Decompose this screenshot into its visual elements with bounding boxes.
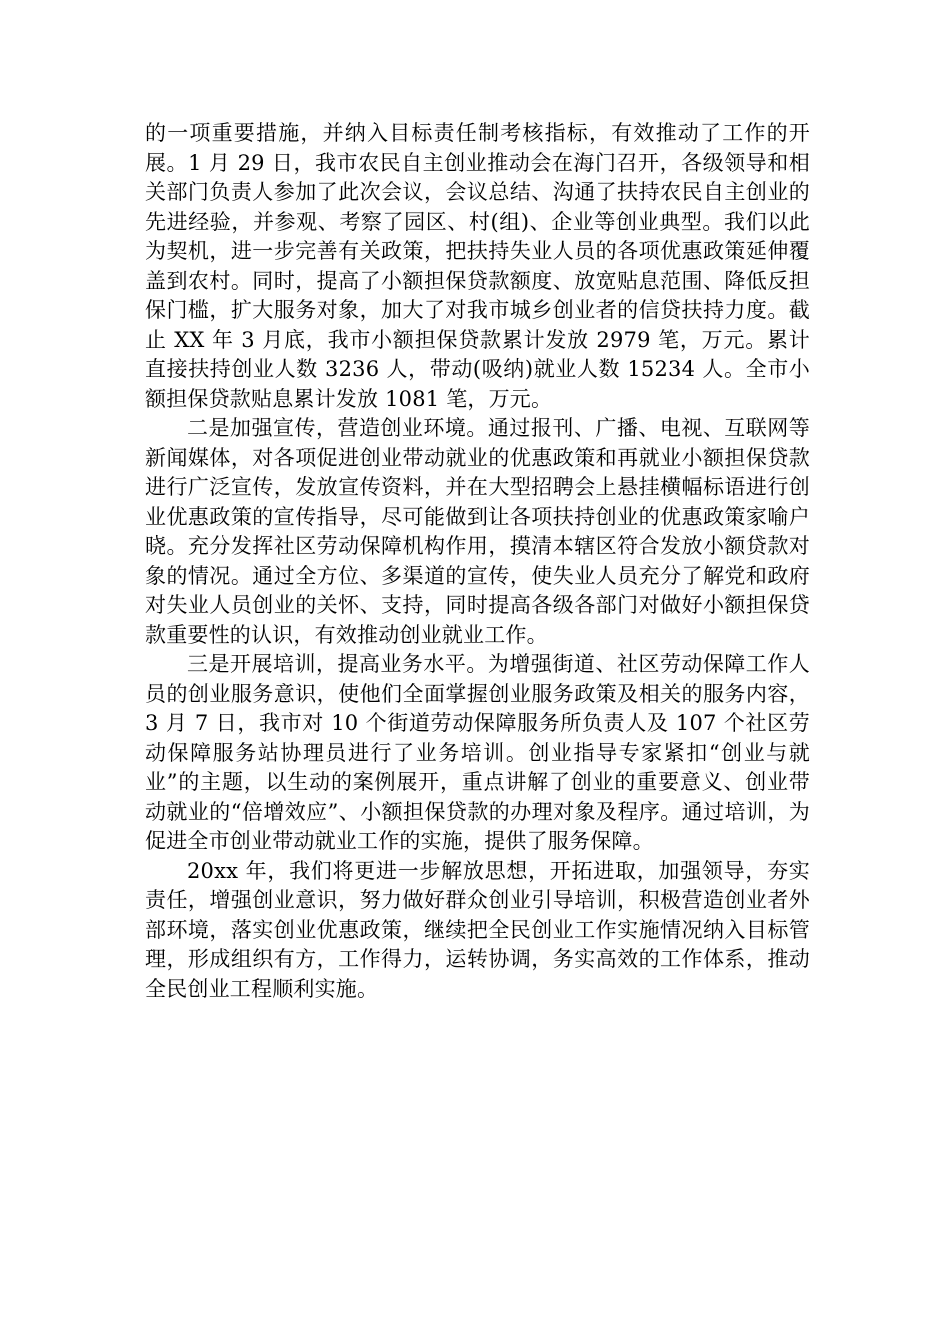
- document-body: [145, 119, 810, 1004]
- paragraph-4: 20xx 年，我们将更进一步解放思想，开拓进取，加强领导，夯实责任，增强创业意识，努力做好群众创业引导培训，积极营造创业者外部环境，落实创业优惠政策，继续把全民创业工作实施情况纳入目标管理，形成组织有方，工作得力，运转协调，务实高效的工作体系，推动全民创业工程顺利实施。: [145, 858, 810, 1001]
- paragraph-1: 的一项重要措施，并纳入目标责任制考核指标，有效推动了工作的开展。1 月 29 日，我市农民自主创业推动会在海门召开，各级领导和相关部门负责人参加了此次会议，会议总结、沟通了扶持农民自主创业的先进经验，并参观、考察了园区、村(组)、企业等创业典型。我们以此为契机，进一步完善有关政策，把扶持失业人员的各项优惠政策延伸覆盖到农村。同时，提高了小额担保贷款额度、放宽贴息范围、降低反担保门槛，扩大服务对象，加大了对我市城乡创业者的信贷扶持力度。截止 XX 年 3 月底，我市小额担保贷款累计发放 2979 笔，万元。累计直接扶持创业人数 3236 人，带动(吸纳)就业人数 15234 人。全市小额担保贷款贴息累计发放 1081 笔，万元。: [145, 121, 810, 411]
- paragraph-2: 二是加强宣传，营造创业环境。通过报刊、广播、电视、互联网等新闻媒体，对各项促进创业带动就业的优惠政策和再就业小额担保贷款进行广泛宣传，发放宣传资料，并在大型招聘会上悬挂横幅标语进行创业优惠政策的宣传指导，尽可能做到让各项扶持创业的优惠政策家喻户晓。充分发挥社区劳动保障机构作用，摸清本辖区符合发放小额贷款对象的情况。通过全方位、多渠道的宣传，使失业人员充分了解党和政府对失业人员创业的关怀、支持，同时提高各级各部门对做好小额担保贷款重要性的认识，有效推动创业就业工作。: [145, 416, 810, 647]
- paragraph-3: 三是开展培训，提高业务水平。为增强街道、社区劳动保障工作人员的创业服务意识，使他们全面掌握创业服务政策及相关的服务内容， 3 月 7 日，我市对 10 个街道劳动保障服务所负责人及 107 个社区劳动保障服务站协理员进行了业务培训。创业指导专家紧扣“创业与就业”的主题，以生动的案例展开，重点讲解了创业的重要意义、创业带动就业的“倍增效应”、小额担保贷款的办理对象及程序。通过培训，为促进全市创业带动就业工作的实施，提供了服务保障。: [145, 652, 810, 853]
